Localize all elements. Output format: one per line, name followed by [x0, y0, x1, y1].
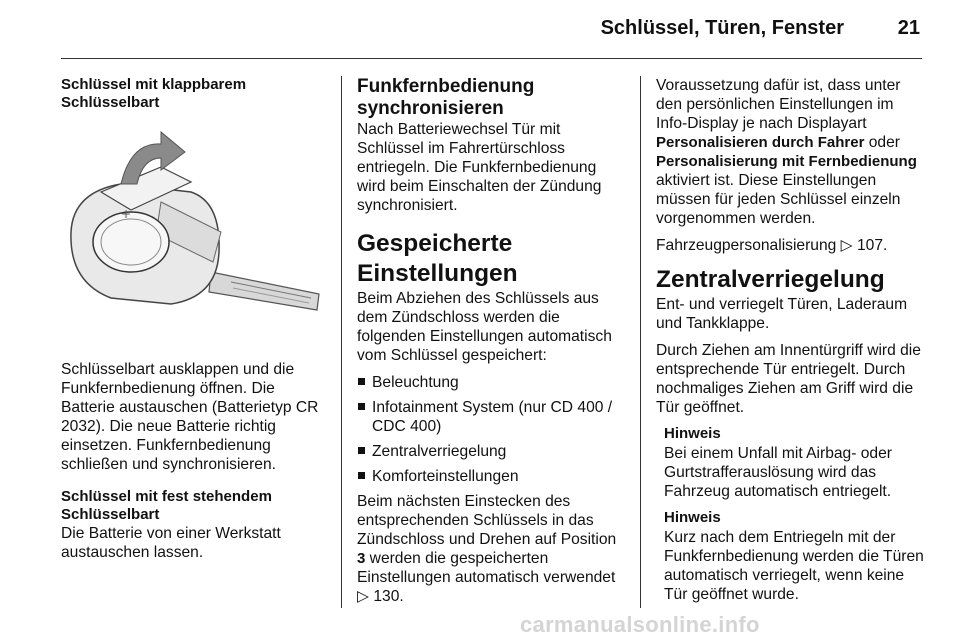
- section-heading-saved-settings: Gespeicherte Einstellungen: [357, 230, 518, 287]
- central-locking-text-2: Durch Ziehen am Innentürgriff wird die entsprechende Tür entriegelt. Durch nochmaliges Ziehen am Griff wird die Tür geöffnet.: [656, 342, 921, 416]
- note-airbag: [664, 425, 924, 501]
- column-divider-2: [640, 76, 641, 608]
- central-locking-text-1: Ent- und verriegelt Türen, Laderaum und Tankklappe.: [656, 296, 908, 332]
- folding-key-text: Schlüsselbart ausklappen und die Funkfernbedienung öffnen. Die Batterie austauschen (Batterietyp CR 2032). Die neue Batterie richtig einsetzen. Funkfernbedienung schließen und synchronisieren.: [61, 361, 319, 473]
- page-number: 21: [897, 17, 920, 39]
- list-item: Zentralverriegelung: [357, 442, 627, 461]
- prerequisite-text: Voraussetzung dafür ist, dass unter den persönlichen Einstellungen im Info-Display je nach Displayart Personalisieren durch Fahrer oder Personalisierung mit Fernbedienung aktiviert ist. Diese Einstellungen müssen für jeden Schlüssel einzeln vorgenommen werden.: [656, 77, 917, 227]
- note-heading: Hinweis: [664, 425, 721, 442]
- section-heading-central-locking: Zentralverriegelung: [656, 266, 885, 293]
- saved-settings-list: [357, 373, 627, 486]
- page-title: Schlüssel, Türen, Fenster: [600, 17, 844, 39]
- next-insert-text: Beim nächsten Einstecken des entsprechenden Schlüssels in das Zündschloss und Drehen auf Position 3 werden die gespeicherten Einstellungen automatisch verwendet ▷ 130.: [357, 493, 617, 605]
- column-3: [656, 76, 924, 612]
- watermark: carmanualsonline.info: [520, 612, 760, 637]
- bullet-icon: [358, 447, 365, 454]
- page-header: [0, 0, 960, 56]
- page-reference: 107.: [856, 237, 888, 254]
- personalisation-reference: Fahrzeugpersonalisierung ▷ 107.: [656, 237, 888, 254]
- note-auto-lock: [664, 509, 924, 604]
- menu-item-driver: Personalisieren durch Fahrer: [656, 134, 865, 151]
- column-1: [61, 76, 326, 570]
- note-text: Bei einem Unfall mit Airbag- oder Gurtstrafferauslösung wird das Fahrzeug automatisch entriegelt.: [664, 445, 892, 500]
- page-reference-icon: ▷: [840, 237, 853, 254]
- note-heading: Hinweis: [664, 509, 721, 526]
- list-item: Infotainment System (nur CD 400 / CDC 400): [357, 398, 627, 436]
- fixed-key-text: Die Batterie von einer Werkstatt austauschen lassen.: [61, 525, 281, 561]
- ignition-position: 3: [357, 550, 366, 567]
- svg-text:+: +: [121, 207, 132, 221]
- list-item: Komforteinstellungen: [357, 467, 627, 486]
- note-text: Kurz nach dem Entriegeln mit der Funkfernbedienung werden die Türen automatisch verriegelt, wenn keine Tür geöffnet wurde.: [664, 529, 924, 603]
- bullet-icon: [358, 403, 365, 410]
- section-heading-sync: Funkfernbedienung synchronisieren: [357, 76, 535, 119]
- bullet-icon: [358, 472, 365, 479]
- page-reference: 130.: [373, 588, 404, 605]
- page-reference-icon: ▷: [357, 588, 369, 605]
- key-battery-illustration: [61, 122, 323, 342]
- header-divider: [61, 58, 922, 59]
- column-divider-1: [341, 76, 342, 608]
- section-heading-fixed-key: Schlüssel mit fest stehendem Schlüsselbart: [61, 488, 272, 523]
- section-heading-folding-key: Schlüssel mit klappbarem Schlüsselbart: [61, 76, 247, 111]
- sync-text: Nach Batteriewechsel Tür mit Schlüssel im Fahrertürschloss entriegeln. Die Funkfernbedienung wird beim Einschalten der Zündung synchronisiert.: [357, 121, 602, 214]
- menu-item-remote: Personalisierung mit Fernbedienung: [656, 153, 917, 170]
- bullet-icon: [358, 378, 365, 385]
- saved-settings-text: Beim Abziehen des Schlüssels aus dem Zündschloss werden die folgenden Einstellungen automatisch vom Schlüssel gespeichert:: [357, 290, 612, 364]
- list-item: Beleuchtung: [357, 373, 627, 392]
- column-2: [357, 76, 627, 614]
